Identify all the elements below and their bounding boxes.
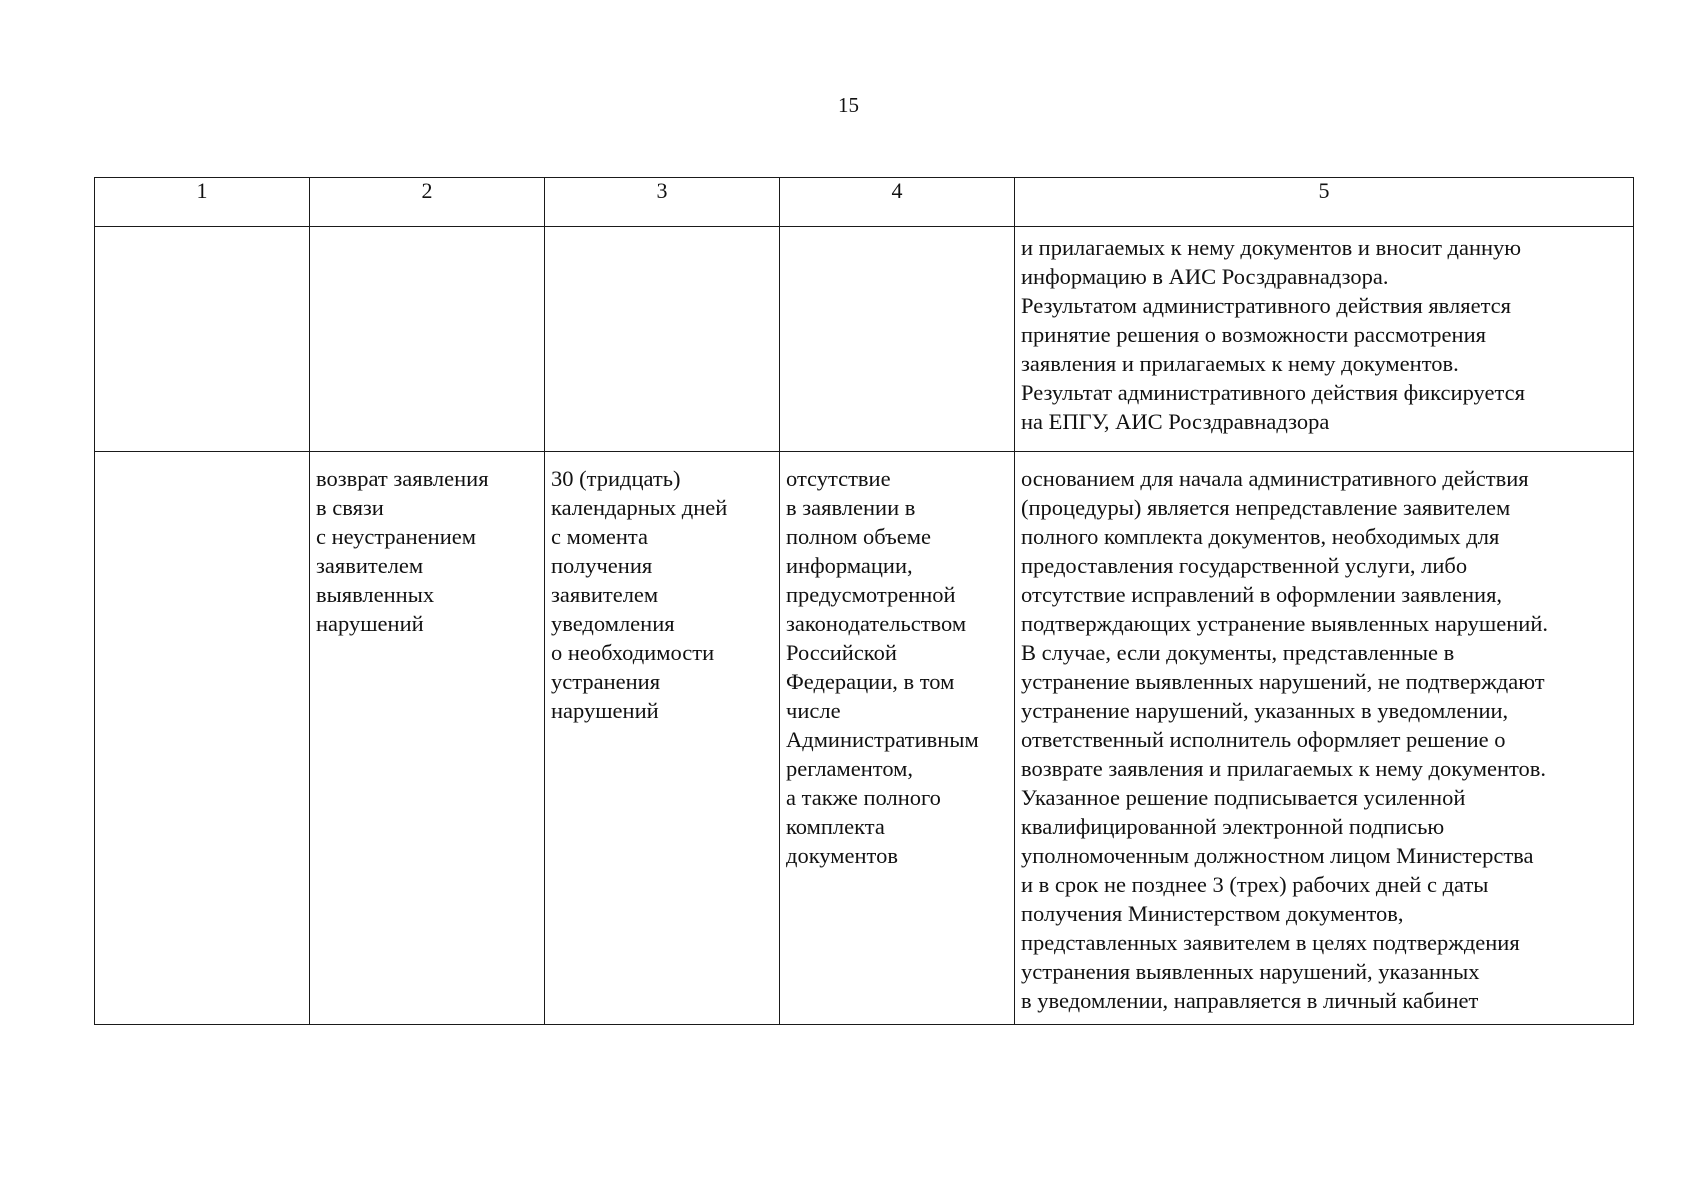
table-cell-col5 (1015, 227, 1634, 452)
cell-text (95, 227, 309, 239)
cell-text: 30 (тридцать) календарных дней с момента получения заявителем уведомления о необходимости устранения нарушений (551, 466, 728, 723)
table-cell-col3 (545, 452, 780, 1025)
table-row (95, 452, 1634, 1025)
table-cell-col5 (1015, 452, 1634, 1025)
cell-text (780, 227, 1014, 239)
table-row (95, 227, 1634, 452)
cell-text: возврат заявления в связи с неустранением заявителем выявленных нарушений (316, 466, 489, 636)
column-header-4: 4 (780, 178, 1015, 227)
column-header-2: 2 (310, 178, 545, 227)
table-cell-col1 (95, 227, 310, 452)
table-header-row (95, 178, 1634, 227)
column-header-1: 1 (95, 178, 310, 227)
cell-text: и прилагаемых к нему документов и вносит данную информацию в АИС Росздравнадзора. Результатом административного действия является принятие решения о возможности рассмотрения заявления и прилагаемых к нему документов. Результат административного действия фиксируется на ЕПГУ, АИС Росздравнадзора (1021, 235, 1525, 434)
column-header-5: 5 (1015, 178, 1634, 227)
table-cell-col1 (95, 452, 310, 1025)
cell-text: основанием для начала административного действия (процедуры) является непредставление заявителем полного комплекта документов, необходимых для предоставления государственной услуги, либо отсутствие исправлений в оформлении заявления, подтверждающих устранение выявленных нарушений. В случае, если документы, представленные в устранение выявленных нарушений, не подтверждают устранение нарушений, указанных в уведомлении, ответственный исполнитель оформляет решение о возврате заявления и прилагаемых к нему документов. Указанное решение подписывается усиленной квалифицированной электронной подписью уполномоченным должностном лицом Министерства и в срок не позднее 3 (трех) рабочих дней с даты получения Министерством документов, представленных заявителем в целях подтверждения устранения выявленных нарушений, указанных в уведомлении, направляется в личный кабинет (1021, 466, 1548, 1013)
cell-text (310, 227, 544, 239)
procedure-table (94, 177, 1634, 1025)
column-header-3: 3 (545, 178, 780, 227)
table-cell-col4 (780, 227, 1015, 452)
table-cell-col3 (545, 227, 780, 452)
cell-text: отсутствие в заявлении в полном объеме информации, предусмотренной законодательством Российской Федерации, в том числе Административным регламентом, а также полного комплекта документов (786, 466, 979, 868)
cell-text (545, 227, 779, 239)
page-number: 15 (838, 93, 859, 117)
table-cell-col2 (310, 452, 545, 1025)
table-cell-col4 (780, 452, 1015, 1025)
table-cell-col2 (310, 227, 545, 452)
cell-text (95, 452, 309, 470)
